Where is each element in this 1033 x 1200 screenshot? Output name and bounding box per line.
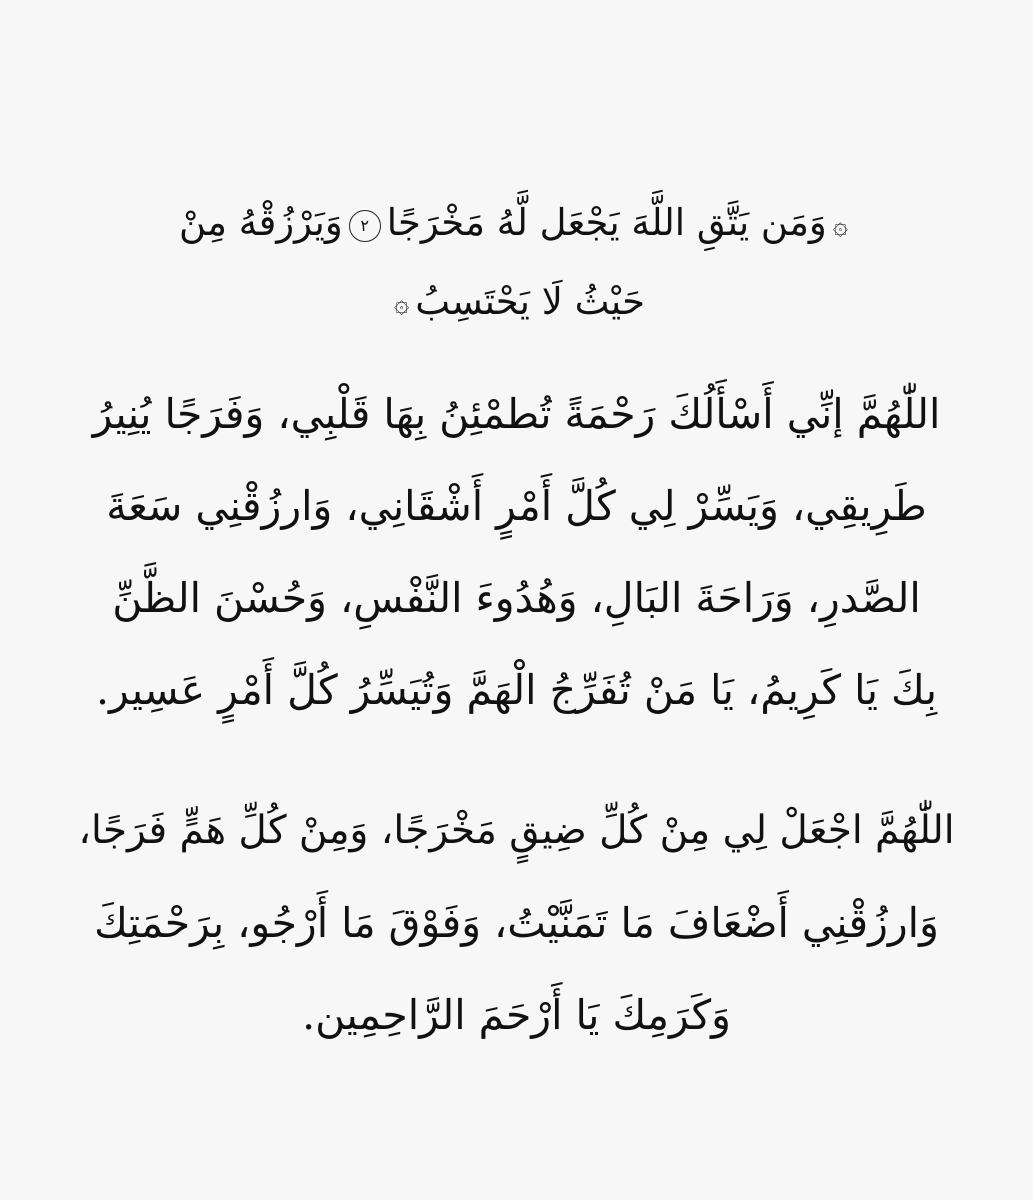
dua1-line-1: اللّٰهُمَّ إنِّي أَسْأَلُكَ رَحْمَةً تُطمْئِنُ بِهَا قَلْبِي، وَفَرَجًا يُنِيرُ <box>92 390 941 438</box>
verse-text-part-2: وَيَرْزُقْهُ مِنْ <box>179 201 343 244</box>
dua2-line-2: وَارزُقْنِي أَضْعَافَ مَا تَمَنَّيْتُ، وَفَوْقَ مَا أَرْجُو، بِرَحْمَتِكَ <box>94 899 939 947</box>
verse-text-part-1: وَمَن يَتَّقِ اللَّهَ يَجْعَل لَّهُ مَخْرَجًا <box>386 201 827 244</box>
verse-line-1 <box>70 185 963 264</box>
dua1-line-2: طَرِيقِي، وَيَسِّرْ لِي كُلَّ أَمْرٍ أَشْقَانِي، وَارزُقْنِي سَعَةَ <box>106 482 927 530</box>
verse-text-part-3: حَيْثُ لَا يَحْتَسِبُ <box>415 279 645 323</box>
ayah-number-badge: ٢ <box>349 210 381 242</box>
dua2-line-1: اللّٰهُمَّ اجْعَلْ لِي مِنْ كُلِّ ضِيقٍ مَخْرَجًا، وَمِنْ كُلِّ هَمٍّ فَرَجًا، <box>78 808 955 853</box>
dua-paragraph-2 <box>70 785 963 1061</box>
dua1-line-4: بِكَ يَا كَرِيمُ، يَا مَنْ تُفَرِّجُ الْهَمَّ وَتُيَسِّرُ كُلَّ أَمْرٍ عَسِير. <box>95 666 938 714</box>
closing-ornament-icon: ۞ <box>394 289 410 319</box>
dua-paragraph-1 <box>70 368 963 736</box>
verse-line-2 <box>70 264 963 343</box>
dua2-line-3: وَكَرَمِكَ يَا أَرْحَمَ الرَّاحِمِين. <box>302 991 731 1039</box>
dua1-line-3: الصَّدرِ، وَرَاحَةَ البَالِ، وَهُدُوءَ النَّفْسِ، وَحُسْنَ الظَّنِّ <box>112 574 921 622</box>
quran-verse <box>70 185 963 342</box>
opening-ornament-icon: ۞ <box>832 210 848 241</box>
